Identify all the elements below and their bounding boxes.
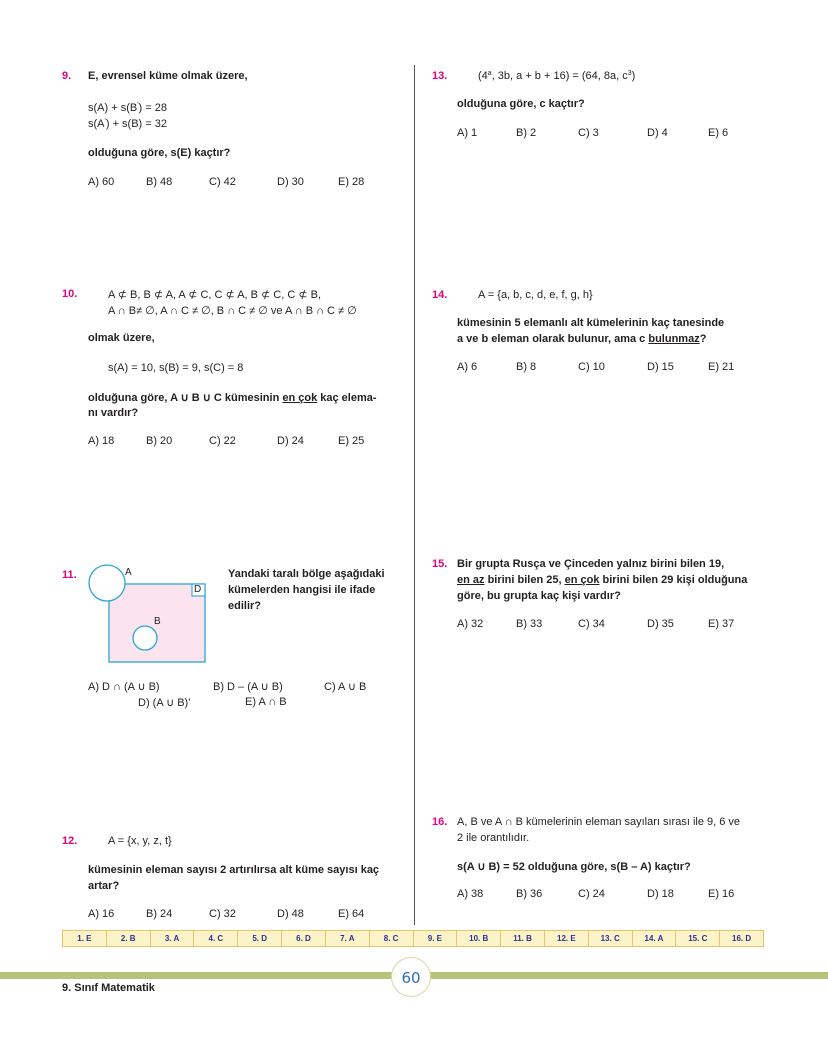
answer-key-cell: 4. C bbox=[194, 931, 238, 946]
answer-key-cell: 15. C bbox=[676, 931, 720, 946]
option-b[interactable]: B) 48 bbox=[146, 176, 173, 188]
option-e[interactable]: E) 37 bbox=[708, 618, 735, 630]
option-b[interactable]: B) 8 bbox=[516, 361, 537, 373]
option-d[interactable]: D) 18 bbox=[647, 888, 674, 900]
option-e[interactable]: E) 6 bbox=[708, 127, 729, 139]
option-d[interactable]: D) 4 bbox=[647, 127, 668, 139]
question-text: edilir? bbox=[228, 600, 262, 612]
question-ask: kümesinin eleman sayısı 2 artırılırsa alt küme sayısı kaç bbox=[88, 864, 380, 876]
set-label-d: D bbox=[194, 584, 202, 595]
answer-key-cell: 3. A bbox=[151, 931, 195, 946]
question-ask: olduğuna göre, c kaçtır? bbox=[457, 98, 585, 110]
answer-key-cell: 12. E bbox=[545, 931, 589, 946]
question-stem: E, evrensel küme olmak üzere, bbox=[88, 70, 248, 82]
answer-key-cell: 10. B bbox=[457, 931, 501, 946]
condition-text: olmak üzere, bbox=[88, 332, 155, 344]
option-e[interactable]: E) 25 bbox=[338, 435, 365, 447]
question-ask: olduğuna göre, s(E) kaçtır? bbox=[88, 147, 231, 159]
question-ask: olduğuna göre, A ∪ B ∪ C kümesinin en çok kaç elema- bbox=[88, 392, 377, 404]
option-e[interactable]: E) A ∩ B bbox=[245, 696, 287, 708]
option-a[interactable]: A) 32 bbox=[457, 618, 484, 630]
question-ask: kümesinin 5 elemanlı alt kümelerinin kaç tanesinde bbox=[457, 317, 725, 329]
option-d[interactable]: D) 48 bbox=[277, 908, 304, 920]
question-number: 13. bbox=[432, 70, 448, 82]
option-a[interactable]: A) 16 bbox=[88, 908, 115, 920]
column-divider bbox=[414, 65, 415, 925]
given-values: s(A) = 10, s(B) = 9, s(C) = 8 bbox=[108, 362, 244, 374]
answer-key-cell: 7. A bbox=[326, 931, 370, 946]
question-number: 12. bbox=[62, 835, 78, 847]
equation: (4$^a$, 3b, a + b + 16) = (64, 8a, $c^3$) bbox=[478, 70, 636, 82]
venn-diagram bbox=[80, 558, 215, 668]
question-ask: s(A ∪ B) = 52 olduğuna göre, s(B – A) kaçtır? bbox=[457, 861, 691, 873]
question-text: göre, bu grupta kaç kişi vardır? bbox=[457, 590, 621, 602]
question-ask: artar? bbox=[88, 880, 120, 892]
option-c[interactable]: C) A ∪ B bbox=[324, 681, 367, 693]
book-title: 9. Sınıf Matematik bbox=[62, 982, 155, 994]
option-e[interactable]: E) 64 bbox=[338, 908, 365, 920]
option-c[interactable]: C) 10 bbox=[578, 361, 605, 373]
question-text: en az birini bilen 25, en çok birini bilen 29 kişi olduğuna bbox=[457, 574, 748, 586]
option-c[interactable]: C) 3 bbox=[578, 127, 599, 139]
option-a[interactable]: A) 38 bbox=[457, 888, 484, 900]
option-b[interactable]: B) D – (A ∪ B) bbox=[213, 681, 283, 693]
answer-key-cell: 14. A bbox=[633, 931, 677, 946]
option-e[interactable]: E) 28 bbox=[338, 176, 365, 188]
equation: s(A') + s(B) = 32 bbox=[88, 118, 167, 130]
option-c[interactable]: C) 34 bbox=[578, 618, 605, 630]
question-number: 11. bbox=[62, 569, 77, 581]
answer-key-cell: 13. C bbox=[589, 931, 633, 946]
set-label-a: A bbox=[125, 567, 132, 578]
equation: s(A) + s(B') = 28 bbox=[88, 102, 167, 114]
option-a[interactable]: A) 18 bbox=[88, 435, 115, 447]
option-a[interactable]: A) 60 bbox=[88, 176, 115, 188]
answer-key-cell: 11. B bbox=[501, 931, 545, 946]
question-number: 10. bbox=[62, 288, 78, 300]
option-a[interactable]: A) D ∩ (A ∪ B) bbox=[88, 681, 160, 693]
option-c[interactable]: C) 32 bbox=[209, 908, 236, 920]
option-c[interactable]: C) 22 bbox=[209, 435, 236, 447]
answer-key-cell: 6. D bbox=[282, 931, 326, 946]
answer-key-cell: 5. D bbox=[238, 931, 282, 946]
option-d[interactable]: D) (A ∪ B)' bbox=[138, 697, 191, 709]
set-label-b: B bbox=[154, 616, 161, 627]
option-c[interactable]: C) 24 bbox=[578, 888, 605, 900]
option-d[interactable]: D) 35 bbox=[647, 618, 674, 630]
option-b[interactable]: B) 2 bbox=[516, 127, 537, 139]
answer-key-cell: 16. D bbox=[732, 934, 752, 943]
question-ask: nı vardır? bbox=[88, 407, 139, 419]
answer-key-cell: 2. B bbox=[107, 931, 151, 946]
question-number: 16. bbox=[432, 816, 448, 828]
question-number: 15. bbox=[432, 558, 448, 570]
answer-key-cell: 1. E bbox=[63, 931, 107, 946]
question-text: kümelerden hangisi ile ifade bbox=[228, 584, 376, 596]
answer-key-cell: 9. E bbox=[414, 931, 458, 946]
question-text: Bir grupta Rusça ve Çinceden yalnız birini bilen 19, bbox=[457, 558, 725, 570]
question-text: 2 ile orantılıdır. bbox=[457, 832, 530, 844]
option-c[interactable]: C) 42 bbox=[209, 176, 236, 188]
question-number: 14. bbox=[432, 289, 448, 301]
page-number: 60 bbox=[391, 957, 431, 997]
answer-key bbox=[62, 930, 764, 947]
option-b[interactable]: B) 33 bbox=[516, 618, 543, 630]
question-text: Yandaki taralı bölge aşağıdaki bbox=[228, 568, 385, 580]
question-ask: a ve b eleman olarak bulunur, ama c bulunmaz? bbox=[457, 333, 707, 345]
option-e[interactable]: E) 21 bbox=[708, 361, 735, 373]
option-e[interactable]: E) 16 bbox=[708, 888, 735, 900]
option-a[interactable]: A) 1 bbox=[457, 127, 478, 139]
condition-line: A ∩ B≠ ∅, A ∩ C ≠ ∅, B ∩ C ≠ ∅ ve A ∩ B ∩ C ≠ ∅ bbox=[108, 305, 357, 317]
set-definition: A = {x, y, z, t} bbox=[108, 835, 172, 847]
set-definition: A = {a, b, c, d, e, f, g, h} bbox=[478, 289, 593, 301]
answer-key-cell: 8. C bbox=[370, 931, 414, 946]
option-d[interactable]: D) 24 bbox=[277, 435, 304, 447]
option-a[interactable]: A) 6 bbox=[457, 361, 478, 373]
question-number: 9. bbox=[62, 70, 72, 82]
option-d[interactable]: D) 30 bbox=[277, 176, 304, 188]
question-text: A, B ve A ∩ B kümelerinin eleman sayıları sırası ile 9, 6 ve bbox=[457, 816, 741, 828]
option-b[interactable]: B) 24 bbox=[146, 908, 173, 920]
condition-line: A ⊄ B, B ⊄ A, A ⊄ C, C ⊄ A, B ⊄ C, C ⊄ B, bbox=[108, 289, 322, 301]
option-d[interactable]: D) 15 bbox=[647, 361, 674, 373]
option-b[interactable]: B) 20 bbox=[146, 435, 173, 447]
option-b[interactable]: B) 36 bbox=[516, 888, 543, 900]
